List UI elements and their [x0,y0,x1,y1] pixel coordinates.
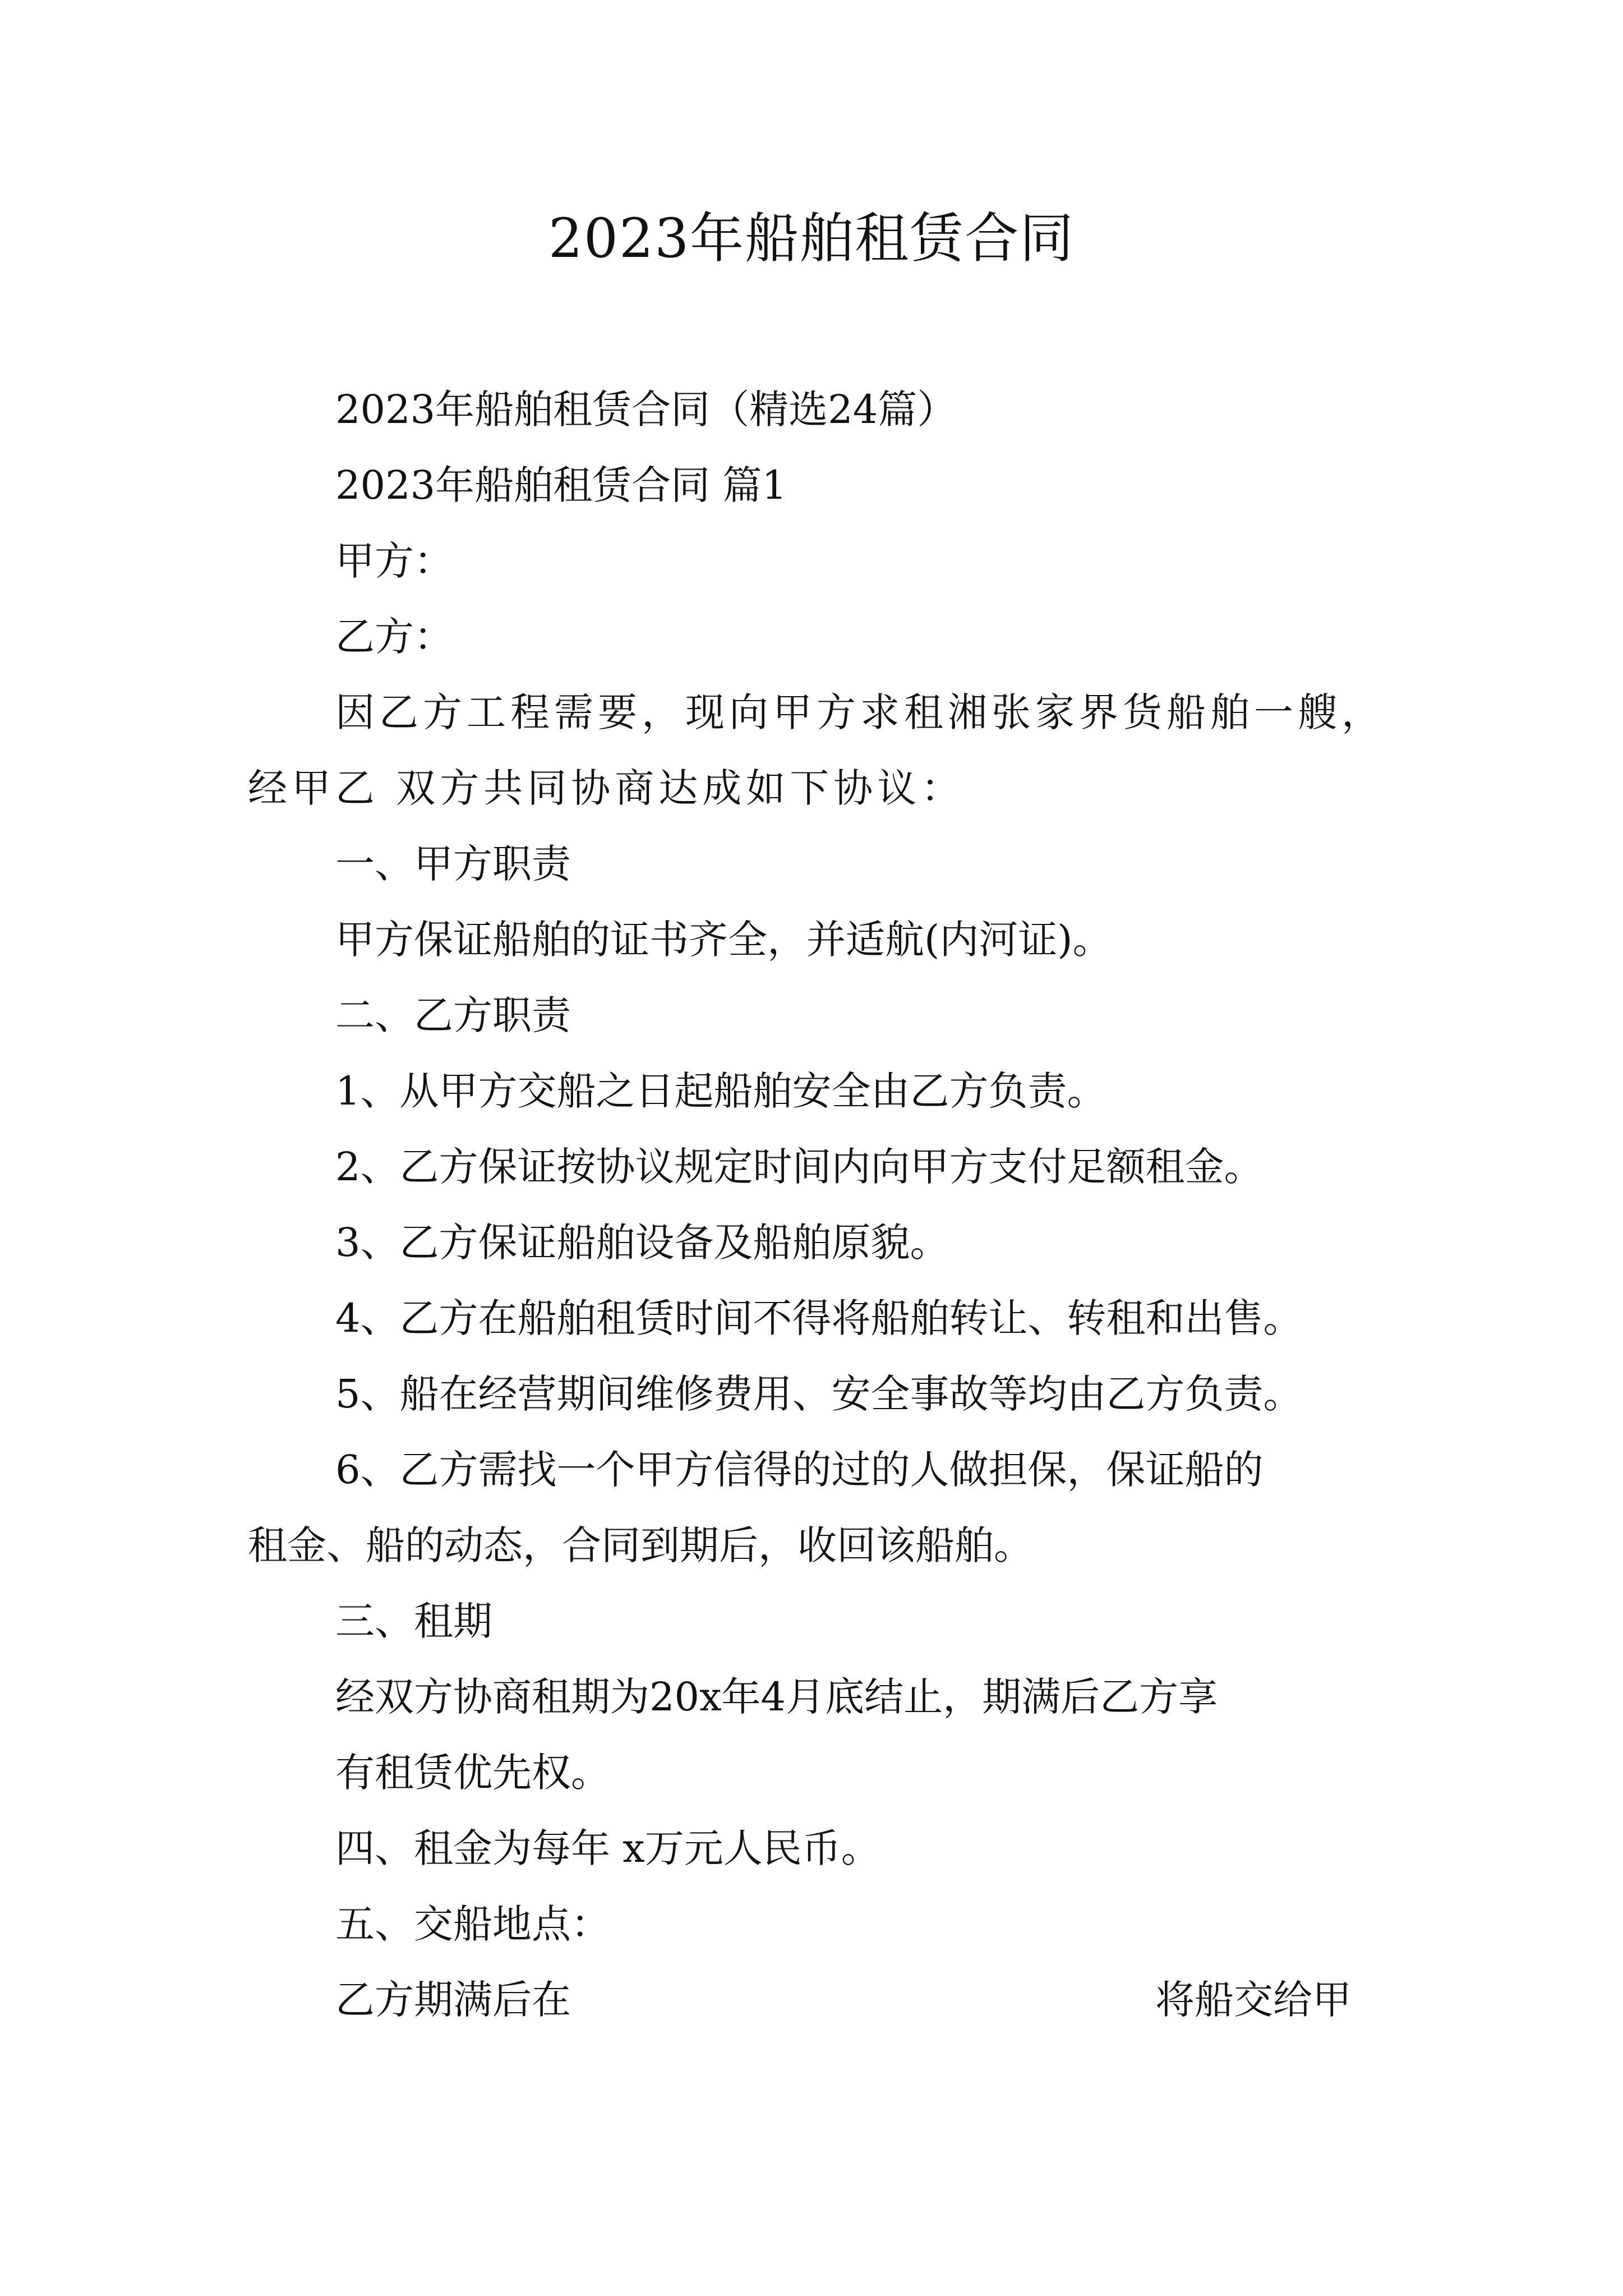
section-heading: 2023年船舶租赁合同 篇1 [335,462,787,508]
section-5-left-text: 乙方期满后在 [335,1977,571,2023]
document-subtitle: 2023年船舶租赁合同（精选24篇） [335,386,957,432]
section-1-body: 甲方保证船舶的证书齐全，并适航(内河证)。 [335,917,1112,963]
section-3-title: 三、租期 [335,1598,492,1644]
party-b-label: 乙方： [335,614,453,660]
section-3-line-2: 有租赁优先权。 [335,1750,610,1796]
section-2-item: 5、船在经营期间维修费用、安全事故等均由乙方负责。 [335,1371,1303,1417]
intro-line-2: 经甲乙 双方共同协商达成如下协议： [248,765,965,811]
section-3-line-1: 经双方协商租期为20x年4月底结止，期满后乙方享 [335,1674,1218,1720]
section-2-item-6-line-1: 6、乙方需找一个甲方信得的过的人做担保，保证船的 [335,1447,1264,1493]
party-a-label: 甲方： [335,538,453,584]
section-2-item: 1、从甲方交船之日起船舶安全由乙方负责。 [335,1068,1106,1114]
section-2-item: 4、乙方在船舶租赁时间不得将船舶转让、转租和出售。 [335,1295,1303,1341]
section-2-item: 3、乙方保证船舶设备及船舶原貌。 [335,1220,949,1266]
section-4-rent: 四、租金为每年 x万元人民币。 [335,1825,880,1871]
section-2-item-6-line-2: 租金、船的动态，合同到期后，收回该船舶。 [248,1522,1033,1568]
section-5-right-text: 将船交给甲 [1155,1977,1352,2023]
section-5-title: 五、交船地点： [335,1901,610,1947]
section-2-item: 2、乙方保证按协议规定时间内向甲方支付足额租金。 [335,1144,1264,1190]
intro-line-1: 因乙方工程需要，现向甲方求租湘张家界货船舶一艘， [335,689,1385,735]
document-title: 2023年船舶租赁合同 [548,207,1075,270]
section-2-title: 二、乙方职责 [335,992,571,1038]
section-1-title: 一、甲方职责 [335,841,571,887]
